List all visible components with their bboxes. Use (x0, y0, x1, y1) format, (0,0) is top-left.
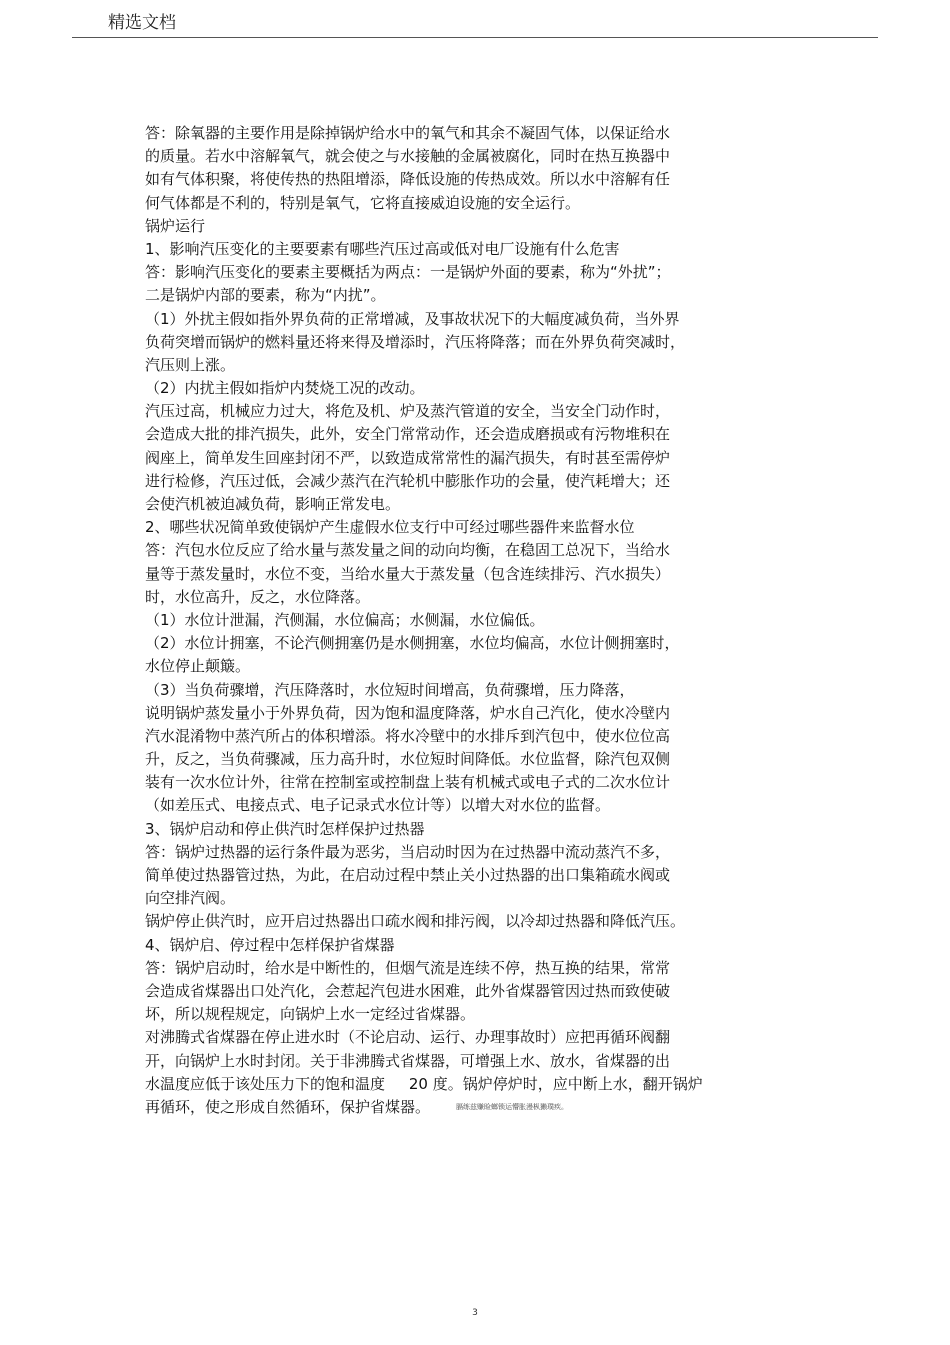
text-line: 负荷突增而锅炉的燃料量还将来得及增添时，汽压将降落；而在外界负荷突减时， (145, 332, 686, 351)
text-line: 进行检修，汽压过低，会减少蒸汽在汽轮机中膨胀作功的会量，使汽耗增大；还 (145, 471, 671, 490)
question-line: 3、锅炉启动和停止供汽时怎样保护过热器 (145, 819, 425, 838)
text-line: 水温度应低于该处压力下的饱和温度 20 度。锅炉停炉时，应中断上水，翻开锅炉 (145, 1074, 703, 1093)
text-line: 如有气体积聚，将使传热的热阻增添，降低设施的传热成效。所以水中溶解有任 (145, 170, 671, 189)
text-line: 答：汽包水位反应了给水量与蒸发量之间的动向均衡，在稳固工总况下，当给水 (145, 541, 671, 560)
text-line: 说明锅炉蒸发量小于外界负荷，因为饱和温度降落，炉水自己汽化，使水冷壁内 (145, 703, 671, 722)
text-line: （1）水位计泄漏，汽侧漏，水位偏高；水侧漏，水位偏低。 (145, 610, 545, 629)
text-line: 答：除氧器的主要作用是除掉锅炉给水中的氧气和其余不凝固气体，以保证给水 (145, 124, 671, 142)
text-line: （2）水位计拥塞，不论汽侧拥塞仍是水侧拥塞，水位均偏高，水位计侧拥塞时， (145, 634, 680, 653)
header-title: 精选文档 (108, 13, 176, 33)
text-line: 答：锅炉过热器的运行条件最为恶劣，当启动时因为在过热器中流动蒸汽不多， (145, 842, 671, 861)
text-line: 阀座上，简单发生回座封闭不严，以致造成常常性的漏汽损失，有时甚至需停炉 (145, 448, 671, 467)
text-line: （3）当负荷骤增，汽压降落时，水位短时间增高，负荷骤增，压力降落， (145, 680, 635, 699)
text-line: 会使汽机被迫减负荷，影响正常发电。 (145, 495, 401, 513)
text-line: 坏，所以规程规定，向锅炉上水一定经过省煤器。 (145, 1005, 476, 1024)
header-divider (72, 37, 878, 38)
text-line: 向空排汽阀。 (145, 889, 236, 908)
text-line: 二是锅炉内部的要素，称为“内扰”。 (145, 286, 386, 305)
text-line: 汽压过高，机械应力过大，将危及机、炉及蒸汽管道的安全，当安全门动作时， (145, 402, 671, 421)
text-line: 汽水混淆物中蒸汽所占的体积增添。将水冷壁中的水排斥到汽包中，使水位位高 (145, 726, 671, 745)
text-line: 答：锅炉启动时，给水是中断性的，但烟气流是连续不停，热互换的结果，常常 (145, 958, 671, 977)
text-line: 何气体都是不利的，特别是氧气，它将直接威迫设施的安全运行。 (145, 193, 581, 212)
text-line: 汽压则上涨。 (145, 355, 236, 374)
text-line: 会造成大批的排汽损失，此外，安全门常常动作，还会造成磨损或有污物堆积在 (145, 425, 671, 444)
text-line: 量等于蒸发量时，水位不变，当给水量大于蒸发量（包含连续排污、汽水损失） (145, 564, 671, 583)
text-line: 锅炉停止供汽时，应开启过热器出口疏水阀和排污阀，以冷却过热器和降低汽压。 (145, 912, 686, 931)
text-line: 水位停止颠簸。 (145, 657, 251, 676)
text-line: （如差压式、电接点式、电子记录式水位计等）以增大对水位的监督。 (145, 796, 611, 815)
text-line: 时，水位高升，反之，水位降落。 (145, 587, 371, 606)
last-text-line (145, 1096, 765, 1119)
body-text (145, 122, 765, 1119)
question-line: 4、锅炉启、停过程中怎样保护省煤器 (145, 935, 395, 954)
text-line: 开，向锅炉上水时封闭。关于非沸腾式省煤器，可增强上水、放水，省煤器的出 (145, 1051, 671, 1070)
text-line: （1）外扰主假如指外界负荷的正常增减，及事故状况下的大幅度减负荷，当外界 (145, 309, 680, 328)
text-line: 装有一次水位计外，往常在控制室或控制盘上装有机械式或电子式的二次水位计 (145, 773, 671, 792)
text-line-content: 再循环，使之形成自然循环，保护省煤器。 (145, 1097, 431, 1116)
section-heading: 锅炉运行 (145, 216, 206, 235)
text-line: （2）内扰主假如指炉内焚烧工况的改动。 (145, 379, 425, 398)
text-line: 的质量。若水中溶解氧气，就会使之与水接触的金属被腐化，同时在热互换器中 (145, 147, 671, 166)
text-line: 答：影响汽压变化的要素主要概括为两点：一是锅炉外面的要素，称为“外扰”； (145, 263, 671, 282)
trailing-note: 膈练兹赚睑螂锁运懵胀漫枞獭璞疾。 (456, 1102, 569, 1111)
question-line: 1、影响汽压变化的主要要素有哪些汽压过高或低对电厂设施有什么危害 (145, 239, 620, 258)
text-line: 简单使过热器管过热，为此，在启动过程中禁止关小过热器的出口集箱疏水阀或 (145, 866, 671, 884)
page-number: 3 (472, 1308, 478, 1318)
text-line: 对沸腾式省煤器在停止进水时（不论启动、运行、办理事故时）应把再循环阀翻 (145, 1028, 671, 1047)
text-line: 会造成省煤器出口处汽化，会惹起汽包进水困难，此外省煤器管因过热而致使破 (145, 981, 671, 1000)
text-line: 升，反之，当负荷骤减，压力高升时，水位短时间降低。水位监督，除汽包双侧 (145, 750, 671, 769)
question-line: 2、哪些状况简单致使锅炉产生虚假水位支行中可经过哪些器件来监督水位 (145, 518, 635, 537)
